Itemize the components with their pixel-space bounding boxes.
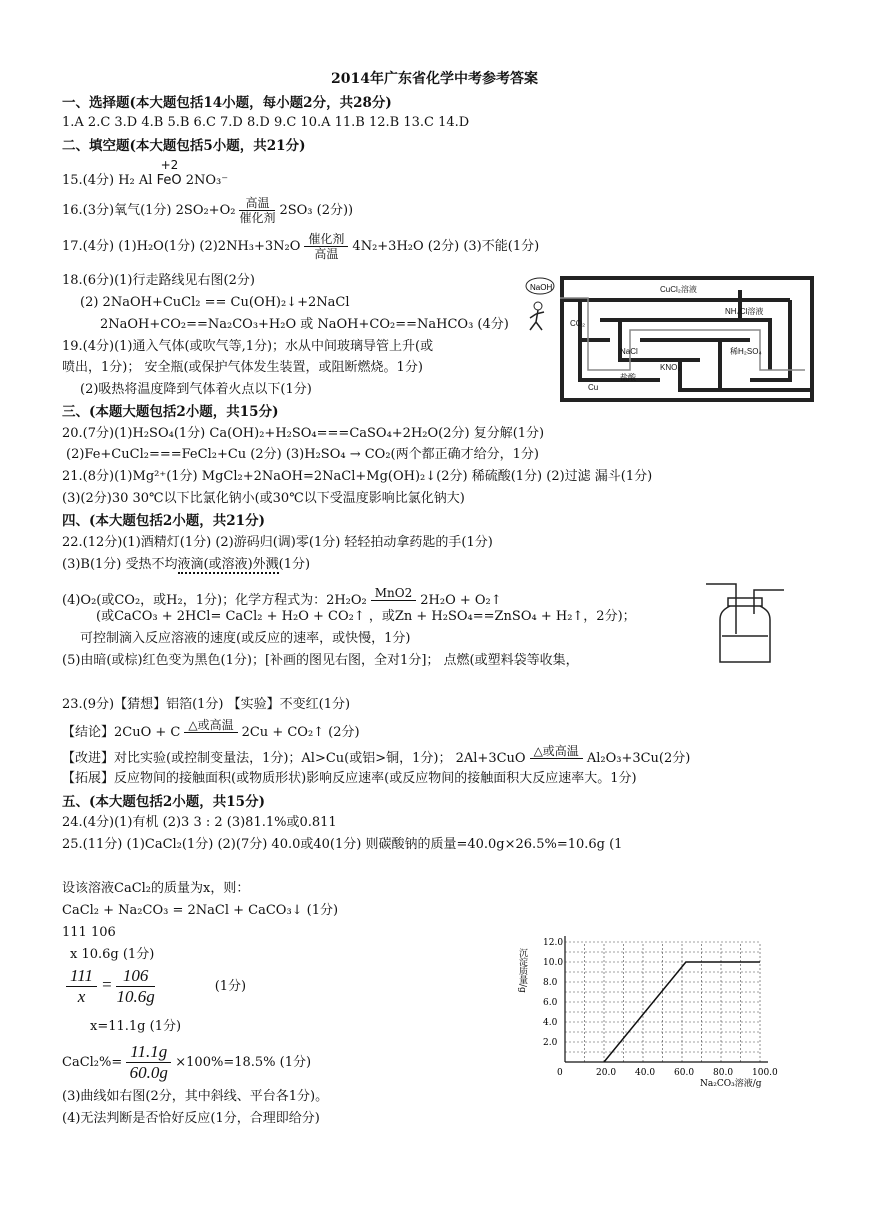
q22-line-1: 22.(12分)(1)酒精灯(1分) (2)游码归(调)零(1分) 轻轻拍动拿药匙的手(1分)	[62, 535, 493, 550]
gas-bottle-diagram	[700, 574, 790, 670]
q15-suffix: 2NO₃⁻	[181, 173, 229, 188]
y-tick-label: 6.0	[543, 998, 558, 1008]
q22-line-4: (或CaCO₃ + 2HCl= CaCl₂ + H₂O + CO₂↑ ，或Zn + H₂SO₄==ZnSO₄ + H₂↑，2分)；	[96, 609, 636, 624]
maze-label-nh4cl: NH₄Cl溶液	[725, 307, 764, 316]
q21-line-2: (3)(2分)30 30℃以下比氯化钠小(或30℃以下受温度影响比氯化钠大)	[62, 491, 465, 506]
q22-line-2	[62, 556, 310, 574]
q23-3-condition	[530, 744, 583, 773]
q25-frac-left	[66, 966, 97, 1007]
section-5-heading: 五、(本大题包括2小题，共15分)	[62, 794, 265, 810]
chart-xlabel: Na₂CO₃溶液/g	[700, 1079, 762, 1089]
maze-diagram	[520, 270, 820, 405]
y-tick-label: 10.0	[543, 958, 564, 968]
q17-cond-top: 催化剂	[304, 232, 348, 247]
y-tick-label: 2.0	[543, 1038, 558, 1048]
q23-2-suffix: 2Cu + CO₂↑ (2分)	[241, 725, 360, 740]
q24-line: 24.(4分)(1)有机 (2)3 3 : 2 (3)81.1%或0.811	[62, 815, 337, 830]
q23-line-4: 【拓展】反应物间的接触面积(或物质形状)影响反应速率(或反应物间的接触面积大反应速率大。1分)	[62, 771, 637, 786]
y-tick-label: 8.0	[543, 978, 558, 988]
q22-2-prefix: (3)B(1分) 受热不均	[62, 557, 178, 572]
q25-frac-right-den: 10.6g	[116, 987, 155, 1006]
maze-label-h2so4: 稀H₂SO₄	[730, 347, 762, 356]
q16-cond-top: 高温	[239, 196, 275, 211]
x-tick-label: 40.0	[635, 1068, 656, 1078]
q15-oxidation: +2	[160, 158, 179, 172]
q25-line-5: x 10.6g (1分)	[70, 947, 155, 962]
maze-start-label: NaOH	[530, 283, 553, 292]
q20-line-1: 20.(7分)(1)H₂SO₄(1分) Ca(OH)₂+H₂SO₄===CaSO₄+2H₂O(2分) 复分解(1分)	[62, 426, 545, 441]
q22-3-prefix: (4)O₂(或CO₂，或H₂，1分)；化学方程式为：2H₂O₂	[62, 593, 367, 608]
q18-line-1: 18.(6分)(1)行走路线见右图(2分)	[62, 273, 255, 288]
q22-2-emphasis: 液滴(或溶液)外溅	[177, 557, 279, 572]
q25-line-9: (4)无法判断是否恰好反应(1分，合理即给分)	[62, 1111, 320, 1126]
q18-line-3: 2NaOH+CO₂==Na₂CO₃+H₂O 或 NaOH+CO₂==NaHCO₃ (4分)	[100, 317, 509, 332]
q25-line-1: 25.(11分) (1)CaCl₂(1分) (2)(7分) 40.0或40(1分) 则碳酸钠的质量=40.0g×26.5%=10.6g (1	[62, 837, 623, 852]
section-4-heading: 四、(本大题包括2小题，共21分)	[62, 513, 265, 529]
choice-answers: 1.A 2.C 3.D 4.B 5.B 6.C 7.D 8.D 9.C 10.A 11.B 12.B 13.C 14.D	[62, 115, 470, 130]
maze-label-hcl: 盐酸	[620, 373, 636, 382]
section-3-heading: 三、(本题大题包括2小题，共15分)	[62, 404, 279, 420]
q18-line-2: (2) 2NaOH+CuCl₂ == Cu(OH)₂↓+2NaCl	[80, 295, 350, 310]
x-tick-label: 80.0	[713, 1068, 734, 1078]
q17-prefix: 17.(4分) (1)H₂O(1分) (2)2NH₃+3N₂O	[62, 239, 301, 254]
x-tick-label: 0	[557, 1068, 563, 1078]
q25-line-2: 设该溶液CaCl₂的质量为x，则：	[62, 881, 250, 896]
chart-tick-labels	[543, 938, 778, 1078]
chart-axes	[565, 936, 768, 1062]
q15-formula: FeO	[156, 173, 182, 188]
q15-prefix: 15.(4分) H₂ Al	[62, 173, 157, 188]
q25-line-8: (3)曲线如右图(2分，其中斜线、平台各1分)。	[62, 1089, 329, 1104]
q25-line-4: 111 106	[62, 925, 116, 940]
q19-line-2: 喷出，1分)； 安全瓶(或保护气体发生装置，或阻断燃烧。1分)	[62, 360, 423, 375]
q20-line-2: (2)Fe+CuCl₂===FeCl₂+Cu (2分) (3)H₂SO₄ → CO₂(两个都正确才给分，1分)	[66, 447, 539, 462]
q16-cond-bottom: 催化剂	[239, 211, 276, 225]
person-icon	[534, 302, 542, 310]
q16-suffix: 2SO₃ (2分))	[279, 203, 354, 218]
chart-grid	[565, 942, 760, 1062]
q25-frac-mark: (1分)	[214, 979, 247, 994]
q25-proportion: $\frac{111}{x}$ = $\frac{106}{10.6g}$ (1分)	[62, 966, 246, 1007]
q25-line-3: CaCl₂ + Na₂CO₃ = 2NaCl + CaCO₃↓ (1分)	[62, 903, 339, 918]
q25-percent-num: 11.1g	[126, 1042, 171, 1063]
q25-frac-right-num: 106	[116, 966, 154, 987]
q25-frac-left-num: 111	[66, 966, 97, 987]
section-1-heading: 一、选择题(本大题包括14小题，每小题2分，共28分)	[62, 95, 392, 111]
q23-3-suffix: Al₂O₃+3Cu(2分)	[586, 751, 691, 766]
q25-percent-frac	[126, 1042, 171, 1083]
q15-feo	[156, 158, 182, 190]
q25-line-6: x=11.1g (1分)	[90, 1019, 182, 1034]
q22-2-suffix: (1分)	[278, 557, 311, 572]
q23-line-2	[62, 718, 360, 747]
maze-label-co2: CO₂	[570, 319, 586, 328]
chart-ylabel: 沉淀质量/g	[517, 948, 527, 993]
x-tick-label: 100.0	[752, 1068, 778, 1078]
x-tick-label: 60.0	[674, 1068, 695, 1078]
q23-line-3	[62, 744, 690, 773]
person-body	[530, 310, 544, 330]
q23-2-prefix: 【结论】2CuO + C	[62, 725, 181, 740]
q17-suffix: 4N₂+3H₂O (2分) (3)不能(1分)	[352, 239, 540, 254]
q16-condition	[239, 196, 275, 225]
q22-3-catalyst-label: MnO2	[371, 586, 417, 601]
q21-line-1: 21.(8分)(1)Mg²⁺(1分) MgCl₂+2NaOH=2NaCl+Mg(OH)₂↓(2分) 稀硫酸(1分) (2)过滤 漏斗(1分)	[62, 469, 653, 484]
q25-percent-prefix: CaCl₂%=	[62, 1055, 123, 1070]
q22-3-suffix: 2H₂O + O₂↑	[420, 593, 502, 608]
q25-frac-right	[116, 966, 154, 1007]
q25-percent-suffix: ×100%=18.5% (1分)	[175, 1055, 312, 1070]
q23-3-cond-top: △或高温	[530, 744, 583, 759]
q23-line-1: 23.(9分)【猜想】铝箔(1分) 【实验】不变红(1分)	[62, 697, 351, 712]
x-tick-label: 20.0	[596, 1068, 617, 1078]
q25-frac-left-den: x	[77, 987, 86, 1006]
section-2-heading: 二、填空题(本大题包括5小题，共21分)	[62, 138, 306, 154]
maze-label-cu: Cu	[588, 383, 599, 392]
q17-condition	[304, 232, 348, 261]
q17-cond-bottom: 高温	[314, 247, 339, 261]
q25-percent-den: 60.0g	[129, 1063, 168, 1082]
maze-label-kno3: KNO₃	[660, 363, 681, 372]
maze-label-cucl2: CuCl₂溶液	[660, 285, 697, 294]
q16-prefix: 16.(3分)氧气(1分) 2SO₂+O₂	[62, 203, 236, 218]
page-title: 2014年广东省化学中考参考答案	[331, 71, 538, 87]
q23-2-condition	[184, 718, 237, 747]
precipitate-chart	[517, 930, 790, 1090]
q22-line-5: 可控制滴入反应溶液的速度(或反应的速率，或快慢，1分)	[80, 631, 411, 646]
y-tick-label: 12.0	[543, 938, 564, 948]
y-tick-label: 4.0	[543, 1018, 558, 1028]
q23-2-cond-top: △或高温	[184, 718, 237, 733]
q15-line	[62, 158, 229, 190]
q23-3-prefix: 【改进】对比实验(或控制变量法，1分)；Al>Cu(或铝>铜，1分)； 2Al+3CuO	[62, 751, 526, 766]
q16-line	[62, 196, 353, 225]
q19-line-3: (2)吸热将温度降到气体着火点以下(1分)	[80, 382, 312, 397]
q22-line-6: (5)由暗(或棕)红色变为黑色(1分)；[补画的图见右图，全对1分]； 点燃(或塑料袋等收集，	[62, 653, 579, 668]
q19-line-1: 19.(4分)(1)通入气体(或吹气等,1分)；水从中间玻璃导管上升(或	[62, 339, 434, 354]
q25-percent	[62, 1042, 311, 1083]
maze-label-nacl: NaCl	[620, 347, 638, 356]
q17-line	[62, 232, 539, 261]
